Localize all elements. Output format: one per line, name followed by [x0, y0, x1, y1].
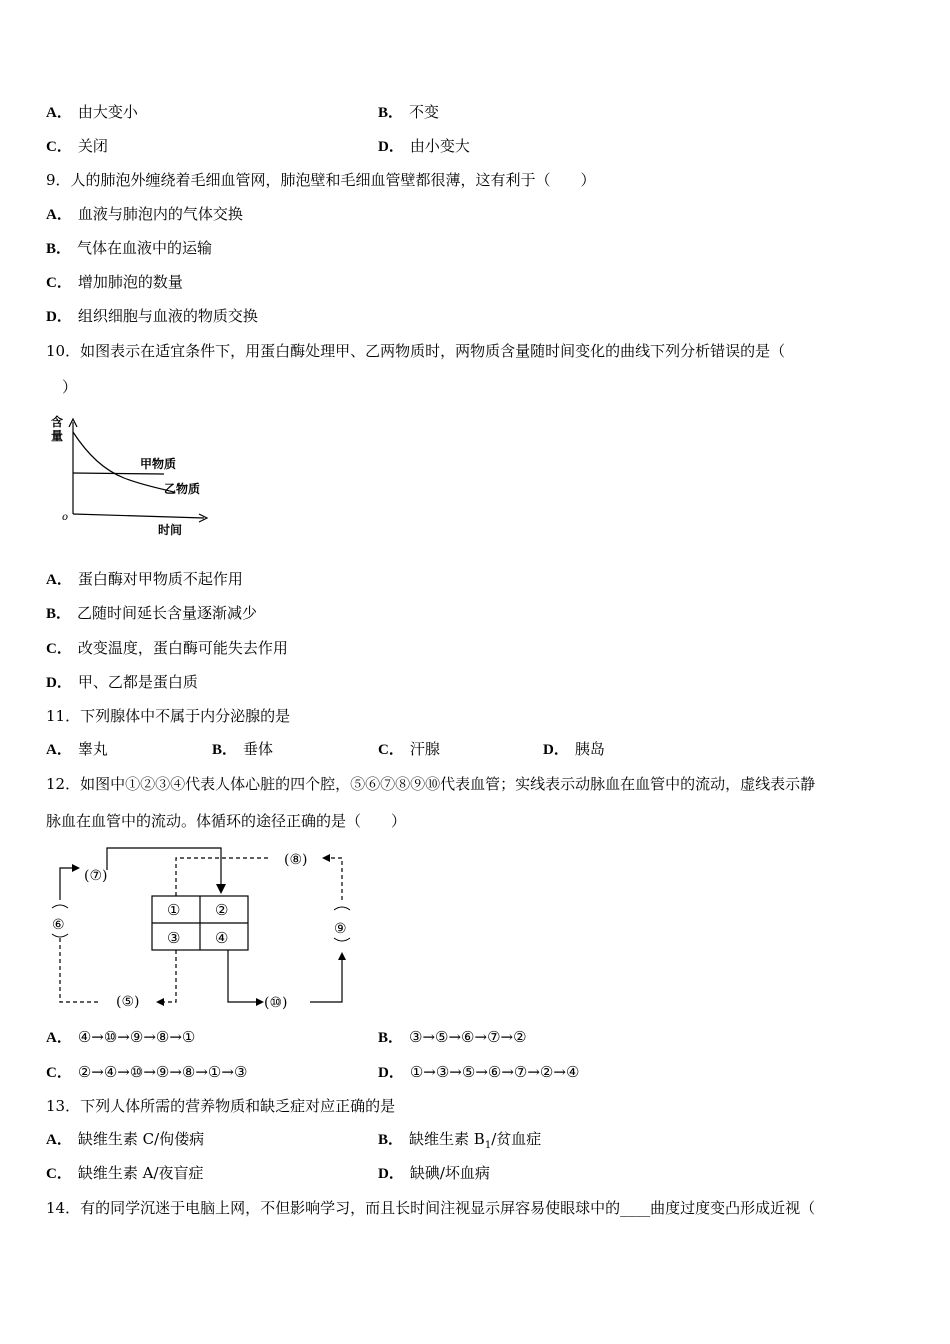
q12-vessel-5-label: (⑤): [116, 994, 140, 1010]
q10-option-c: C． 改变温度，蛋白酶可能失去作用: [46, 639, 288, 657]
q12-vessel-10-arrow: [256, 998, 264, 1006]
q12-option-c: C． ②→④→⑩→⑨→⑧→①→③: [46, 1063, 248, 1081]
q12-vessel-8-right-path: [328, 858, 342, 900]
q10-xlabel: 时间: [158, 523, 183, 537]
q12-vessel-5-path: [160, 950, 176, 1002]
q8-option-d: D． 由小变大: [378, 137, 470, 155]
q10-line-jia: [73, 473, 164, 474]
q12-vessel-9-label: ⑨: [334, 921, 347, 937]
q11-option-d: D． 胰岛: [543, 740, 605, 758]
q10-option-a: A． 蛋白酶对甲物质不起作用: [46, 570, 243, 588]
q12-chamber-2: ②: [215, 901, 229, 919]
q8-option-a: A． 由大变小: [46, 103, 138, 121]
q10-label-jia: 甲物质: [140, 457, 177, 471]
q13-option-c: C． 缺维生素 A/夜盲症: [46, 1164, 204, 1182]
q14-stem: 14．有的同学沉迷于电脑上网，不但影响学习，而且长时间注视显示屏容易使眼球中的____曲度过度变凸形成近视（: [46, 1199, 816, 1217]
q10-ylabel-1: 含: [51, 415, 64, 429]
q10-option-b: B． 乙随时间延长含量逐渐减少: [46, 604, 258, 622]
q14-blank: ____: [620, 1199, 651, 1217]
q12-chamber-3: ③: [167, 929, 181, 947]
q12-vessel-7-label: (⑦): [84, 868, 108, 884]
q9-stem: 9．人的肺泡外缠绕着毛细血管网，肺泡壁和毛细血管壁都很薄，这有利于（ ）: [46, 171, 596, 189]
q13-option-b: B． 缺维生素 $B_1/$贫血症: [378, 1130, 542, 1151]
q12-stem-line-2: 脉血在血管中的流动。体循环的途径正确的是（ ）: [46, 812, 407, 830]
q12-vessel-7-arrow: [216, 884, 226, 894]
q10-x-axis: [73, 514, 204, 518]
q12-vessel-6-top-path: [60, 868, 74, 900]
q12-vessel-8-label: (⑧): [284, 852, 308, 868]
q12-vessel-8-arrow: [322, 854, 330, 862]
q10-stem: 10．如图表示在适宜条件下，用蛋白酶处理甲、乙两物质时，两物质含量随时间变化的曲线下列分析错误的是（: [46, 342, 786, 360]
q10-ylabel-2: 量: [51, 429, 64, 443]
q9-option-d: D． 组织细胞与血液的物质交换: [46, 307, 258, 325]
q9-option-c: C． 增加肺泡的数量: [46, 273, 183, 291]
q10-label-yi: 乙物质: [164, 482, 201, 496]
q8-option-c: C． 关闭: [46, 137, 108, 155]
q11-option-a: A． 睾丸: [46, 740, 108, 758]
q11-stem: 11．下列腺体中不属于内分泌腺的是: [46, 707, 291, 725]
q12-chamber-1: ①: [167, 901, 181, 919]
q9-option-a: A． 血液与肺泡内的气体交换: [46, 205, 243, 223]
q12-vessel-6-arrow: [72, 864, 80, 872]
q8-option-b: B． 不变: [378, 103, 440, 121]
q12-option-d: D． ①→③→⑤→⑥→⑦→②→④: [378, 1063, 580, 1081]
q11-option-c: C． 汗腺: [378, 740, 440, 758]
q12-vessel-9-paren-top: [334, 907, 350, 910]
q12-vessel-6-paren-bottom: [52, 934, 68, 937]
q12-vessel-7-path: [107, 848, 221, 888]
q10-option-d: D． 甲、乙都是蛋白质: [46, 673, 198, 691]
q10-curve-figure: [46, 410, 216, 540]
q12-vessel-9-paren-bottom: [334, 938, 350, 941]
q12-vessel-6-label: ⑥: [52, 917, 65, 933]
q10-origin: o: [62, 512, 69, 523]
q12-vessel-6-paren-top: [52, 905, 68, 908]
q11-option-b: B． 垂体: [212, 740, 274, 758]
q12-vessel-6-bottom-path: [60, 938, 100, 1002]
q12-stem-line-1: 12．如图中①②③④代表人体心脏的四个腔，⑤⑥⑦⑧⑨⑩代表血管；实线表示动脉血在血管中的流动，虚线表示静: [46, 775, 816, 793]
q12-vessel-10-label: (⑩): [264, 995, 288, 1011]
q13-option-d: D． 缺碘/坏血病: [378, 1164, 490, 1182]
q13-option-a: A． 缺维生素 C/佝偻病: [46, 1130, 205, 1148]
q12-chamber-4: ④: [215, 929, 229, 947]
q12-vessel-10-path: [228, 950, 258, 1002]
q12-vessel-9-arrow: [338, 952, 346, 960]
q12-vessel-9-path: [310, 958, 342, 1002]
q12-vessel-8-path: [176, 858, 270, 896]
q13-stem: 13．下列人体所需的营养物质和缺乏症对应正确的是: [46, 1097, 396, 1115]
q12-vessel-5-arrow: [156, 998, 164, 1006]
q12-option-b: B． ③→⑤→⑥→⑦→②: [378, 1028, 527, 1046]
q10-stem-cont: ）: [62, 378, 78, 396]
q12-circulation-figure: [40, 840, 370, 1020]
q12-option-a: A． ④→⑩→⑨→⑧→①: [46, 1028, 196, 1046]
q9-option-b: B． 气体在血液中的运输: [46, 239, 213, 257]
